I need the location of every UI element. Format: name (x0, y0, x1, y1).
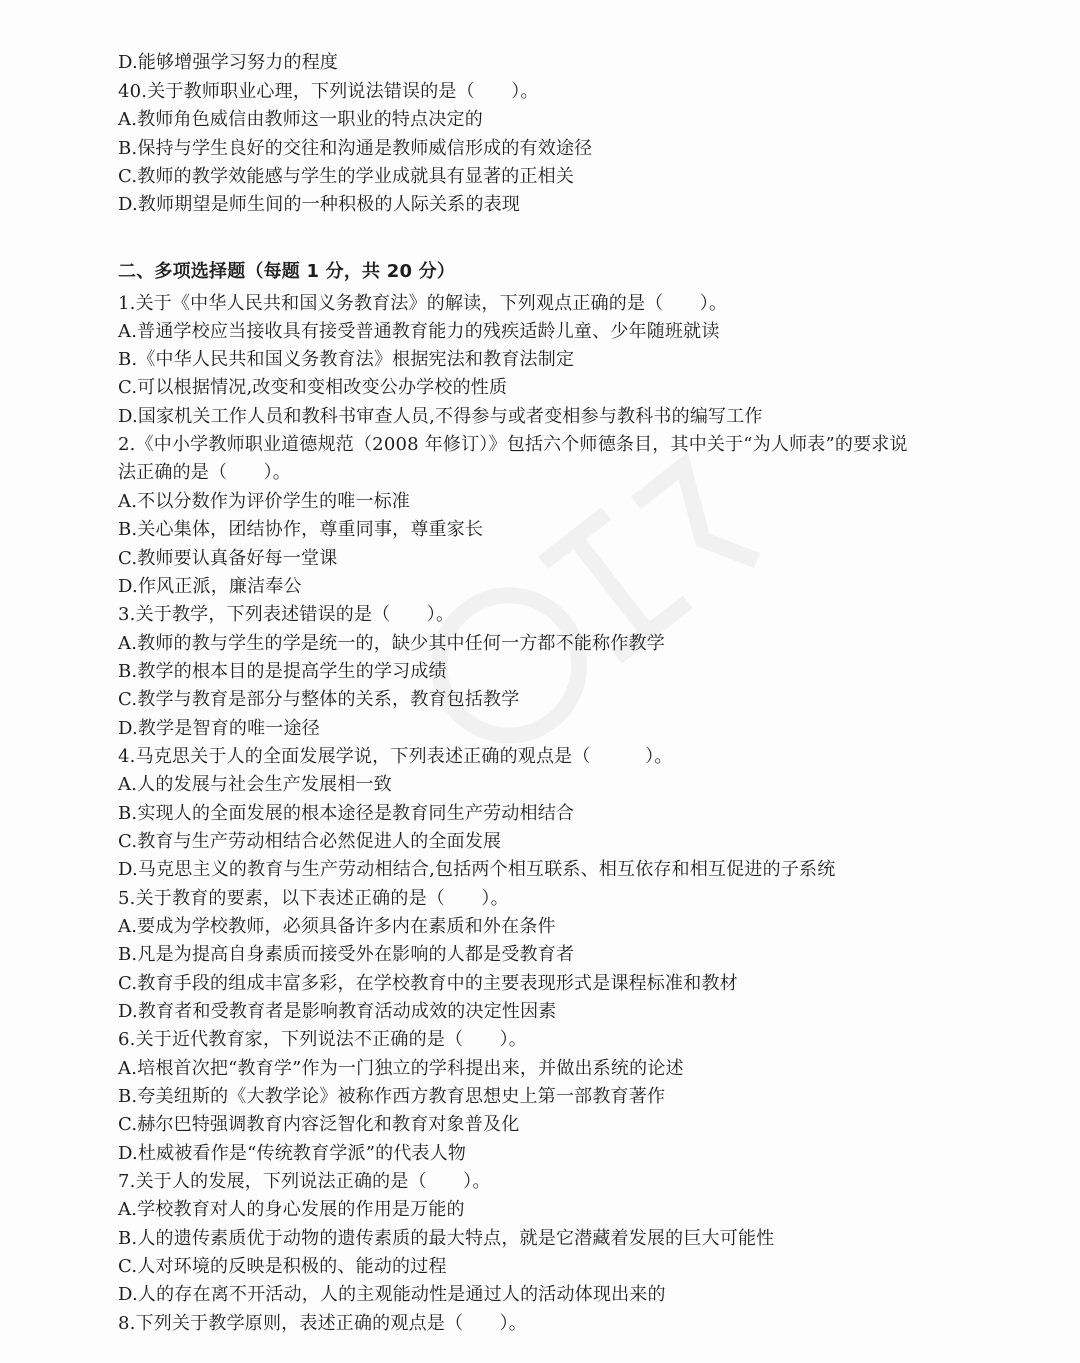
question-6-option-d: D.杜威被看作是“传统教育学派”的代表人物 (118, 1143, 467, 1164)
question-2-option-c: C.教师要认真备好每一堂课 (118, 548, 338, 569)
question-1-option-a: A.普通学校应当接收具有接受普通教育能力的残疾适龄儿童、少年随班就读 (118, 321, 720, 342)
question-3-option-c: C.教学与教育是部分与整体的关系，教育包括教学 (118, 689, 520, 710)
question-5-option-a: A.要成为学校教师，必须具备许多内在素质和外在条件 (118, 916, 556, 937)
question-5-option-c: C.教育手段的组成丰富多彩，在学校教育中的主要表现形式是课程标准和教材 (118, 973, 738, 994)
question-4-option-b: B.实现人的全面发展的根本途径是教育同生产劳动相结合 (118, 803, 575, 824)
question-39-option-d: D.能够增强学习努力的程度 (118, 52, 339, 73)
question-2-option-b: B.关心集体，团结协作，尊重同事，尊重家长 (118, 519, 484, 540)
question-5-option-d: D.教育者和受教育者是影响教育活动成效的决定性因素 (118, 1001, 557, 1022)
question-2-stem: 2.《中小学教师职业道德规范（2008 年修订）》包括六个师德条目，其中关于“为人师表”的要求说 (118, 434, 908, 455)
question-2-option-d: D.作风正派，廉洁奉公 (118, 576, 302, 597)
question-4-stem: 4.马克思关于人的全面发展学说，下列表述正确的观点是（ ）。 (118, 746, 673, 767)
question-3-option-a: A.教师的教与学生的学是统一的，缺少其中任何一方都不能称作教学 (118, 633, 665, 654)
question-1-option-b: B.《中华人民共和国义务教育法》根据宪法和教育法制定 (118, 349, 575, 370)
question-6-option-c: C.赫尔巴特强调教育内容泛智化和教育对象普及化 (118, 1114, 520, 1135)
question-1-stem: 1.关于《中华人民共和国义务教育法》的解读，下列观点正确的是（ ）。 (118, 293, 728, 314)
question-3-option-d: D.教学是智育的唯一途径 (118, 718, 320, 739)
section-heading-multiple-choice: 二、多项选择题（每题 1 分，共 20 分） (118, 261, 456, 282)
question-7-option-b: B.人的遗传素质优于动物的遗传素质的最大特点，就是它潜藏着发展的巨大可能性 (118, 1228, 775, 1249)
question-4-option-d: D.马克思主义的教育与生产劳动相结合,包括两个相互联系、相互依存和相互促进的子系统 (118, 859, 836, 880)
question-1-option-c: C.可以根据情况,改变和变相改变公办学校的性质 (118, 377, 508, 398)
question-7-option-a: A.学校教育对人的身心发展的作用是万能的 (118, 1199, 465, 1220)
question-40-option-b: B.保持与学生良好的交往和沟通是教师威信形成的有效途径 (118, 138, 593, 159)
question-1-option-d: D.国家机关工作人员和教科书审查人员,不得参与或者变相参与教科书的编写工作 (118, 406, 763, 427)
question-6-stem: 6.关于近代教育家，下列说法不正确的是（ ）。 (118, 1029, 527, 1050)
question-4-option-c: C.教育与生产劳动相结合必然促进人的全面发展 (118, 831, 502, 852)
question-2-option-a: A.不以分数作为评价学生的唯一标准 (118, 491, 411, 512)
question-2-stem-continued: 法正确的是（ ）。 (118, 462, 291, 483)
question-7-option-c: C.人对环境的反映是积极的、能动的过程 (118, 1256, 447, 1277)
question-3-option-b: B.教学的根本目的是提高学生的学习成绩 (118, 661, 447, 682)
question-5-option-b: B.凡是为提高自身素质而接受外在影响的人都是受教育者 (118, 944, 575, 965)
question-6-option-b: B.夸美纽斯的《大教学论》被称作西方教育思想史上第一部教育著作 (118, 1086, 666, 1107)
question-40-stem: 40.关于教师职业心理，下列说法错误的是（ ）。 (118, 81, 539, 102)
question-40-option-d: D.教师期望是师生间的一种积极的人际关系的表现 (118, 194, 521, 215)
question-5-stem: 5.关于教育的要素，以下表述正确的是（ ）。 (118, 888, 509, 909)
question-7-option-d: D.人的存在离不开活动，人的主观能动性是通过人的活动体现出来的 (118, 1284, 666, 1305)
question-6-option-a: A.培根首次把“教育学”作为一门独立的学科提出来，并做出系统的论述 (118, 1058, 684, 1079)
question-3-stem: 3.关于教学，下列表述错误的是（ ）。 (118, 604, 455, 625)
question-40-option-a: A.教师角色威信由教师这一职业的特点决定的 (118, 109, 483, 130)
question-4-option-a: A.人的发展与社会生产发展相一致 (118, 774, 392, 795)
question-7-stem: 7.关于人的发展，下列说法正确的是（ ）。 (118, 1171, 491, 1192)
question-40-option-c: C.教师的教学效能感与学生的学业成就具有显著的正相关 (118, 166, 575, 187)
question-8-stem: 8.下列关于教学原则，表述正确的观点是（ ）。 (118, 1313, 527, 1334)
